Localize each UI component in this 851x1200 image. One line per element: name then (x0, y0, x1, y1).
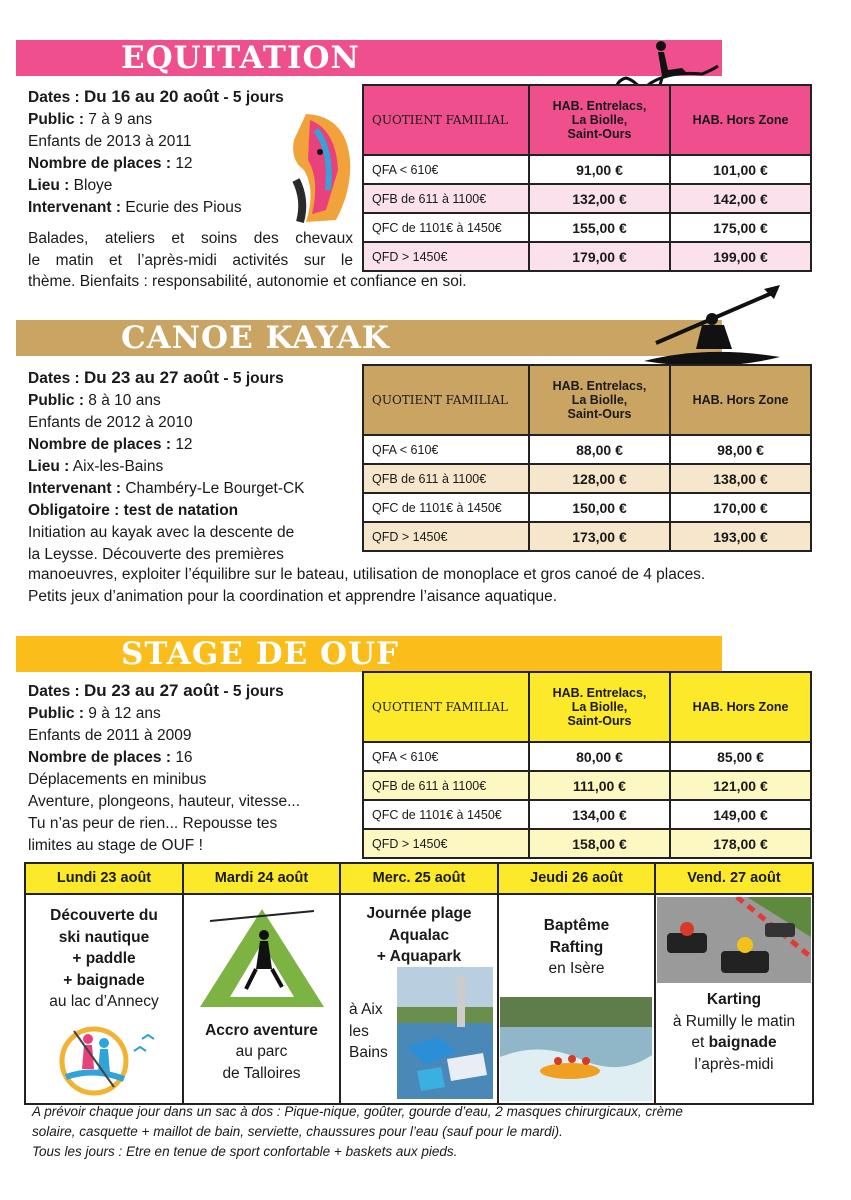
table-row (363, 522, 811, 551)
day-header-tuesday: Mardi 24 août (183, 863, 340, 894)
activity-line: Accro aventure (205, 1021, 318, 1039)
places-value: 12 (175, 155, 193, 172)
accro-aventure-logo (194, 903, 330, 1013)
price-cell: 138,00 € (670, 464, 811, 493)
price-cell: 179,00 € (529, 242, 670, 271)
day-cell-wednesday (340, 894, 498, 1104)
price-cell: 121,00 € (670, 771, 811, 800)
activity-line: à Aix (349, 1001, 383, 1018)
equitation-title: EQUITATION (121, 40, 360, 76)
day-cell-tuesday (183, 894, 340, 1104)
activity-line: Baptême (543, 917, 610, 934)
hab-entrelacs-header: HAB. Entrelacs, La Biolle, Saint-Ours (529, 365, 670, 435)
table-header-row (363, 365, 811, 435)
table-row (363, 800, 811, 829)
activity-line: Aqualac (388, 926, 450, 944)
birth-years: Enfants de 2011 à 2009 (28, 727, 192, 744)
canoe-info (28, 367, 305, 566)
ouf-days-table (24, 862, 814, 1105)
obligatoire-note: Obligatoire : test de natation (28, 502, 239, 519)
table-header-row (363, 85, 811, 155)
activity-line: l’après-midi (694, 1055, 774, 1073)
price-cell: 98,00 € (670, 435, 811, 464)
dates-suffix: - 5 jours (223, 683, 284, 700)
table-header-row (363, 672, 811, 742)
day-cell-friday (655, 894, 813, 1104)
lieu-value: Bloye (73, 177, 113, 194)
footer-line: Tous les jours : Etre en tenue de sport confortable + baskets aux pieds. (32, 1144, 458, 1159)
activity-line: + Aquapark (376, 948, 462, 965)
activity-line: à Rumilly le matin (672, 1012, 796, 1030)
price-cell: 150,00 € (529, 493, 670, 522)
dates-value: Du 23 au 27 août (84, 368, 220, 387)
price-cell: 88,00 € (529, 435, 670, 464)
lieu-value: Aix-les-Bains (72, 458, 164, 475)
qf-header: QUOTIENT FAMILIAL (363, 672, 529, 742)
lieu-label: Lieu : (28, 458, 70, 475)
qf-label: QFA < 610€ (363, 155, 529, 184)
activity-line: Rafting (549, 938, 604, 956)
public-label: Public : (28, 111, 84, 128)
days-body-row (25, 894, 813, 1104)
table-row (363, 242, 811, 271)
qf-label: QFC de 1101€ à 1450€ (363, 493, 529, 522)
footer-line: solaire, casquette + maillot de bain, serviette, chaussures pour l’eau (sauf pour le mardi). (32, 1124, 563, 1139)
hab-hors-header: HAB. Hors Zone (670, 365, 811, 435)
canoe-banner (16, 320, 722, 356)
activity-line: Bains (349, 1044, 388, 1061)
canoe-description-end (28, 564, 705, 607)
footer-line: A prévoir chaque jour dans un sac à dos : Pique-nique, goûter, gourde d’eau, 2 masques chirurgicaux, crème (32, 1104, 683, 1119)
price-cell: 142,00 € (670, 184, 811, 213)
qf-label: QFB de 611 à 1100€ (363, 184, 529, 213)
table-row (363, 829, 811, 858)
qf-label: QFB de 611 à 1100€ (363, 464, 529, 493)
qf-label: QFA < 610€ (363, 435, 529, 464)
desc-line: Petits jeux d’animation pour la coordination et apprendre l’aisance aquatique. (28, 587, 558, 605)
activity-line: et (691, 1034, 705, 1051)
places-label: Nombre de places : (28, 749, 171, 766)
price-cell: 155,00 € (529, 213, 670, 242)
qf-label: QFD > 1450€ (363, 242, 529, 271)
price-cell: 175,00 € (670, 213, 811, 242)
price-cell: 173,00 € (529, 522, 670, 551)
desc-line: le matin et l’après-midi activités sur le (28, 251, 353, 269)
activity-line: Découverte du (50, 907, 158, 924)
places-value: 16 (175, 749, 193, 766)
places-label: Nombre de places : (28, 155, 171, 172)
price-cell: 199,00 € (670, 242, 811, 271)
days-header-row (25, 863, 813, 894)
equitation-price-table (362, 84, 812, 272)
desc-line: Initiation au kayak avec la descente de (28, 524, 295, 541)
table-row (363, 464, 811, 493)
public-value: 8 à 10 ans (88, 392, 161, 409)
desc-line: Tu n’as peur de rien... Repousse tes (28, 815, 278, 832)
public-label: Public : (28, 392, 84, 409)
equitation-info (28, 86, 284, 219)
price-cell: 91,00 € (529, 155, 670, 184)
qf-label: QFC de 1101€ à 1450€ (363, 800, 529, 829)
intervenant-value: Chambéry-Le Bourget-CK (125, 480, 305, 497)
public-value: 7 à 9 ans (88, 111, 153, 128)
table-row (363, 742, 811, 771)
equitation-description (28, 228, 353, 271)
desc-line: Aventure, plongeons, hauteur, vitesse... (28, 793, 301, 810)
qf-label: QFD > 1450€ (363, 522, 529, 551)
activity-line: + paddle (72, 950, 136, 967)
birth-years: Enfants de 2013 à 2011 (28, 133, 192, 150)
intervenant-value: Ecurie des Pious (125, 199, 242, 216)
qf-label: QFB de 611 à 1100€ (363, 771, 529, 800)
table-row (363, 213, 811, 242)
desc-line: manoeuvres, exploiter l’équilibre sur le bateau, utilisation de monoplace et gros canoé de 4 places. (28, 566, 706, 583)
activity-line: Karting (706, 991, 762, 1008)
ouf-price-table (362, 671, 812, 859)
paddle-illustration (44, 1017, 164, 1097)
birth-years: Enfants de 2012 à 2010 (28, 414, 193, 431)
activity-line: en Isère (548, 960, 605, 977)
table-row (363, 493, 811, 522)
intervenant-label: Intervenant : (28, 199, 122, 216)
qf-header: QUOTIENT FAMILIAL (363, 85, 529, 155)
price-cell: 149,00 € (670, 800, 811, 829)
table-row (363, 155, 811, 184)
dates-label: Dates : (28, 370, 80, 387)
public-value: 9 à 12 ans (88, 705, 161, 722)
price-cell: 170,00 € (670, 493, 811, 522)
ouf-info (28, 680, 300, 857)
canoe-title: CANOE KAYAK (121, 320, 390, 356)
day-header-friday: Vend. 27 août (655, 863, 813, 894)
dates-label: Dates : (28, 89, 80, 106)
activity-line: Journée plage (366, 905, 472, 922)
day-cell-thursday (498, 894, 655, 1104)
dates-label: Dates : (28, 683, 80, 700)
price-cell: 158,00 € (529, 829, 670, 858)
price-cell: 132,00 € (529, 184, 670, 213)
lieu-label: Lieu : (28, 177, 70, 194)
activity-line: au lac d’Annecy (49, 993, 159, 1010)
ouf-banner (16, 636, 722, 672)
canoe-price-table (362, 364, 812, 552)
equitation-description-end: thème. Bienfaits : responsabilité, autonomie et confiance en soi. (28, 273, 467, 290)
places-value: 12 (175, 436, 193, 453)
karting-photo (657, 897, 811, 983)
activity-line: ski nautique (58, 928, 150, 946)
activity-line: au parc (235, 1043, 288, 1060)
desc-line: la Leysse. Découverte des premières (28, 546, 284, 563)
qf-label: QFA < 610€ (363, 742, 529, 771)
price-cell: 101,00 € (670, 155, 811, 184)
hab-entrelacs-header: HAB. Entrelacs, La Biolle, Saint-Ours (529, 85, 670, 155)
intervenant-label: Intervenant : (28, 480, 122, 497)
activity-line: les (349, 1022, 369, 1040)
table-row (363, 435, 811, 464)
price-cell: 111,00 € (529, 771, 670, 800)
hab-hors-header: HAB. Hors Zone (670, 672, 811, 742)
table-row (363, 184, 811, 213)
desc-line: Déplacements en minibus (28, 771, 207, 788)
aquapark-photo (397, 967, 493, 1099)
price-cell: 178,00 € (670, 829, 811, 858)
hab-entrelacs-header: HAB. Entrelacs, La Biolle, Saint-Ours (529, 672, 670, 742)
activity-line: baignade (708, 1034, 777, 1051)
qf-header: QUOTIENT FAMILIAL (363, 365, 529, 435)
dates-suffix: - 5 jours (223, 89, 284, 106)
dates-value: Du 16 au 20 août (84, 87, 220, 106)
ouf-title: STAGE DE OUF (121, 636, 400, 672)
table-row (363, 771, 811, 800)
activity-line: + baignade (63, 971, 145, 989)
price-cell: 80,00 € (529, 742, 670, 771)
desc-line: Balades, ateliers et soins des chevaux (28, 230, 353, 247)
day-header-monday: Lundi 23 août (25, 863, 183, 894)
dates-suffix: - 5 jours (223, 370, 284, 387)
day-header-thursday: Jeudi 26 août (498, 863, 655, 894)
activity-line: de Talloires (222, 1064, 301, 1082)
price-cell: 85,00 € (670, 742, 811, 771)
footer-note (32, 1102, 822, 1162)
public-label: Public : (28, 705, 84, 722)
price-cell: 128,00 € (529, 464, 670, 493)
qf-label: QFD > 1450€ (363, 829, 529, 858)
price-cell: 193,00 € (670, 522, 811, 551)
rafting-photo (500, 997, 652, 1101)
horse-head-illustration (286, 110, 354, 226)
day-cell-monday (25, 894, 183, 1104)
day-header-wednesday: Merc. 25 août (340, 863, 498, 894)
hab-hors-header: HAB. Hors Zone (670, 85, 811, 155)
desc-line: limites au stage de OUF ! (28, 837, 203, 854)
dates-value: Du 23 au 27 août (84, 681, 220, 700)
price-cell: 134,00 € (529, 800, 670, 829)
qf-label: QFC de 1101€ à 1450€ (363, 213, 529, 242)
places-label: Nombre de places : (28, 436, 171, 453)
